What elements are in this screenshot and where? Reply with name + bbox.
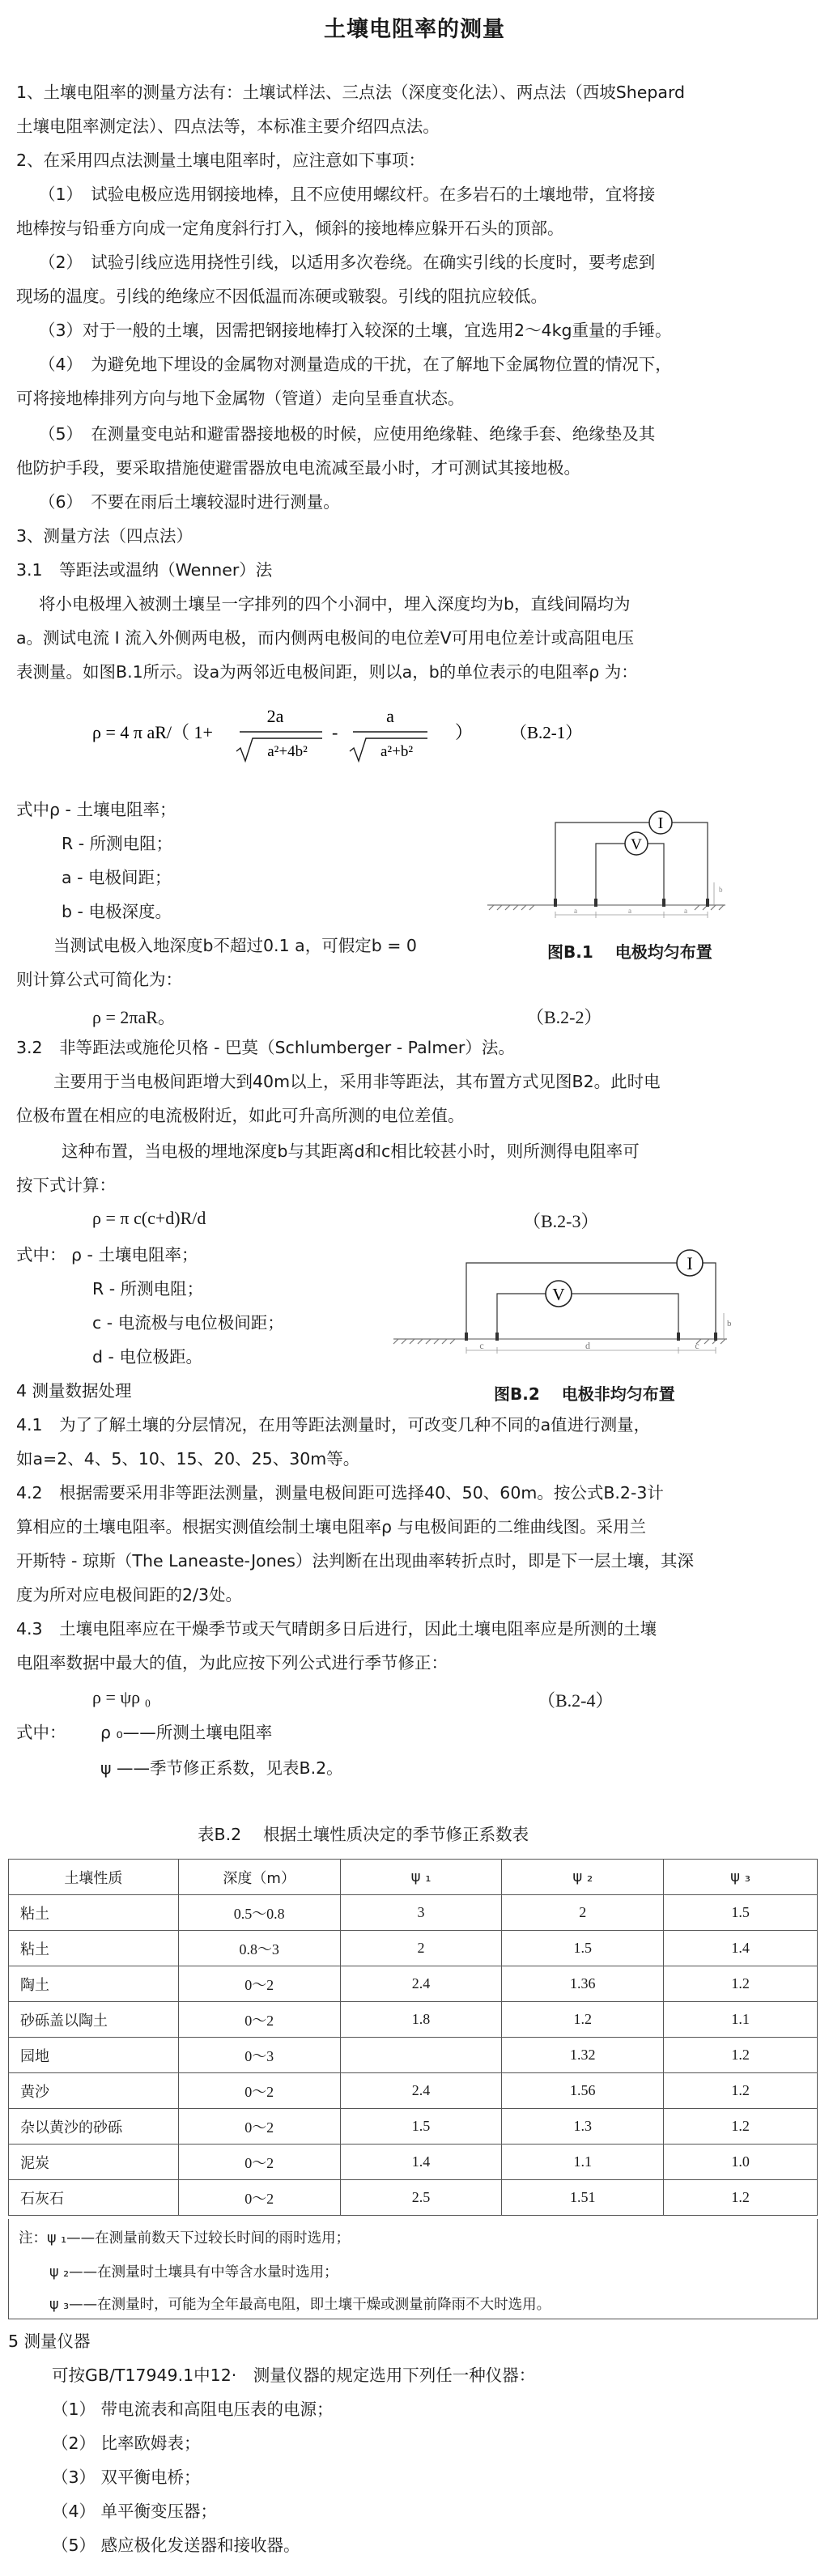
text-line: （2） 试验引线应选用挠性引线，以适用多次卷绕。在确实引线的长度时，要考虑到 [39, 253, 656, 272]
table-cell: 1.2 [664, 2109, 818, 2145]
header-psi1: ψ ₁ [340, 1860, 502, 1895]
ammeter-label: I [687, 1253, 693, 1273]
text-line: c - 电流极与电位极间距； [92, 1313, 284, 1333]
text-line: 这种布置，当电极的埋地深度b与其距离d和c相比较甚小时，则所测得电阻率可 [62, 1141, 640, 1161]
table-cell: 1.2 [664, 2180, 818, 2216]
text-line: 5 测量仪器 [8, 2332, 91, 2351]
text-line: 度为所对应电极间距的2/3处。 [16, 1585, 242, 1605]
fig1-dim-a3: a [684, 907, 687, 915]
table-cell: 1.5 [340, 2109, 502, 2145]
eq1-lhs: ρ = 4 π aR/（ 1+ [92, 722, 213, 742]
table-row [9, 1895, 818, 1931]
text-line: （6） 不要在雨后土壤较湿时进行测量。 [39, 492, 340, 512]
table-cell: 杂以黄沙的砂砾 [9, 2109, 179, 2145]
text-line: 则计算公式可简化为： [16, 970, 182, 989]
text-line: 3、测量方法（四点法） [16, 526, 193, 546]
header-psi2: ψ ₂ [502, 1860, 664, 1895]
table-cell: 1.1 [502, 2145, 664, 2180]
text-line: b - 电极深度。 [62, 902, 172, 921]
table-row [9, 2073, 818, 2109]
table-cell: 1.5 [502, 1931, 664, 1966]
table-cell: 2.4 [340, 1966, 502, 2002]
table-cell: 1.2 [502, 2002, 664, 2038]
figure-b2 [387, 1235, 743, 1365]
table-cell: 粘土 [9, 1895, 179, 1931]
table-cell: 1.51 [502, 2180, 664, 2216]
fig2-dim-b: b [727, 1319, 732, 1328]
table-row [9, 2109, 818, 2145]
text-line: （1） 带电流表和高阻电压表的电源； [52, 2400, 334, 2419]
text-line: ψ ——季节修正系数，见表B.2。 [100, 1758, 343, 1778]
text-line: 现场的温度。引线的绝缘应不因低温而冻硬或皲裂。引线的阻抗应较低。 [16, 287, 547, 306]
text-line: 开斯特 - 琼斯（The Laneaste-Jones）法判断在出现曲率转折点时，即是下一层土壤，其深 [16, 1551, 694, 1571]
table-cell: 0.5～0.8 [178, 1895, 340, 1931]
text-line: 主要用于当电极间距增大到40m以上，采用非等距法，其布置方式见图B2。此时电 [53, 1072, 661, 1091]
ammeter-label: I [657, 814, 664, 832]
table-row [9, 1931, 818, 1966]
text-line: 式中： ρ - 土壤电阻率； [16, 1245, 198, 1265]
fig1-dim-b: b [719, 886, 723, 894]
formula-text: （B.2-2） [526, 1007, 602, 1027]
text-line: R - 所测电阻； [92, 1279, 204, 1299]
table-cell [340, 2038, 502, 2073]
table-row [9, 2145, 818, 2180]
text-line: 土壤电阻率测定法）、四点法等，本标准主要介绍四点法。 [16, 117, 440, 136]
equation-b2-1 [81, 696, 599, 769]
table-cell: 1.2 [664, 2073, 818, 2109]
text-line: 可将接地棒排列方向与地下金属物（管道）走向呈垂直状态。 [16, 389, 465, 408]
voltmeter-label: V [552, 1285, 565, 1304]
figure-b1-caption: 图B.1 电极均匀布置 [547, 942, 712, 962]
text-line: 算相应的土壤电阻率。根据实测值绘制土壤电阻率ρ 与电极间距的二维曲线图。采用兰 [16, 1517, 647, 1537]
table-cell: 0～2 [178, 2109, 340, 2145]
table-cell: 0～2 [178, 2145, 340, 2180]
table-cell: 0～3 [178, 2038, 340, 2073]
ammeter-icon [677, 1250, 703, 1276]
formula-text: ρ = ψρ ₀ [92, 1687, 151, 1707]
table-cell: 1.36 [502, 1966, 664, 2002]
table-cell: 1.2 [664, 2038, 818, 2073]
table-body [9, 1895, 818, 2216]
text-line: （1） 试验电极应选用钢接地棒，且不应使用螺纹杆。在多岩石的土壤地带，宜将接 [39, 185, 656, 204]
text-line: 地棒按与铅垂方向成一定角度斜行打入，倾斜的接地棒应躲开石头的顶部。 [16, 219, 564, 238]
table-cell: 1.32 [502, 2038, 664, 2073]
table-cell: 1.1 [664, 2002, 818, 2038]
dimension-marks [555, 882, 714, 918]
ammeter-icon [649, 811, 672, 834]
text-line: 可按GB/T17949.1中12· 测量仪器的规定选用下列任一种仪器： [52, 2366, 536, 2385]
table-row [9, 2180, 818, 2216]
eq1-label: （B.2-1） [510, 723, 583, 742]
table-notes [8, 2219, 818, 2319]
text-line: 式中： [16, 1723, 66, 1742]
eq1-denominator-2: a²+b² [380, 743, 414, 760]
text-line: （3）对于一般的土壤，因需把钢接地棒打入较深的土壤，宜选用2～4kg重量的手锤。 [39, 321, 672, 340]
table-cell: 1.56 [502, 2073, 664, 2109]
table-cell: 园地 [9, 2038, 179, 2073]
table-row [9, 1966, 818, 2002]
eq1-denominator-1: a²+4b² [267, 743, 308, 760]
table-cell: 2.5 [340, 2180, 502, 2216]
table-cell: 2 [502, 1895, 664, 1931]
table-cell: 3 [340, 1895, 502, 1931]
dimension-marks [466, 1313, 724, 1354]
table-cell: 1.8 [340, 2002, 502, 2038]
text-line: 4.3 土壤电阻率应在干燥季节或天气晴朗多日后进行，因此土壤电阻率应是所测的土壤 [16, 1619, 657, 1639]
eq1-right-paren: ） [455, 722, 474, 742]
seasonal-coefficient-table [8, 1859, 818, 2216]
table-cell: 1.4 [340, 2145, 502, 2180]
text-line: 式中ρ - 土壤电阻率； [16, 800, 176, 819]
voltmeter-label: V [631, 836, 642, 853]
text-line: 4 测量数据处理 [16, 1381, 132, 1401]
text-line: 1、土壤电阻率的测量方法有：土壤试样法、三点法（深度变化法）、两点法（西坡Shepard [16, 83, 686, 102]
table-cell: 石灰石 [9, 2180, 179, 2216]
table-cell: 2.4 [340, 2073, 502, 2109]
text-line: （4） 为避免地下埋设的金属物对测量造成的干扰，在了解地下金属物位置的情况下， [39, 355, 672, 374]
eq1-numerator-1: 2a [266, 706, 284, 726]
ground-hatch [487, 905, 725, 910]
voltmeter-icon [625, 832, 648, 855]
table-cell: 1.4 [664, 1931, 818, 1966]
text-line: 3.1 等距法或温纳（Wenner）法 [16, 560, 273, 580]
text-line: a - 电极间距； [62, 868, 172, 887]
table-cell: 黄沙 [9, 2073, 179, 2109]
text-line: 位极布置在相应的电流极附近，如此可升高所测的电位差值。 [16, 1106, 465, 1125]
table-cell: 陶土 [9, 1966, 179, 2002]
text-line: a。测试电流 I 流入外侧两电极，而内侧两电极间的电位差V可用电位差计或高阻电压 [16, 628, 635, 648]
text-line: （5） 感应极化发送器和接收器。 [52, 2536, 300, 2555]
table-cell: 0.8～3 [178, 1931, 340, 1966]
table-cell: 粘土 [9, 1931, 179, 1966]
table-cell: 砂砾盖以陶土 [9, 2002, 179, 2038]
eq1-numerator-2: a [386, 706, 394, 726]
text-line: （2） 比率欧姆表； [52, 2434, 201, 2453]
text-line: d - 电位极距。 [92, 1347, 202, 1367]
header-psi3: ψ ₃ [664, 1860, 818, 1895]
formula-text: ρ = 2πaR。 [92, 1007, 176, 1027]
table-cell: 泥炭 [9, 2145, 179, 2180]
formula-text: ρ = π c(c+d)R/d [92, 1208, 206, 1228]
text-line: 电阻率数据中最大的值，为此应按下列公式进行季节修正： [16, 1653, 448, 1673]
wires [466, 1263, 716, 1339]
table-cell: 0～2 [178, 2180, 340, 2216]
text-line: 他防护手段，要采取措施使避雷器放电电流减至最小时，才可测试其接地极。 [16, 458, 580, 478]
text-line: 如a=2、4、5、10、15、20、25、30m等。 [16, 1449, 360, 1469]
text-line: 4.2 根据需要采用非等距法测量，测量电极间距可选择40、50、60m。按公式B.2-3计 [16, 1483, 664, 1503]
text-line: R - 所测电阻； [62, 834, 173, 853]
eq1-minus: - [332, 722, 338, 742]
table-row [9, 2002, 818, 2038]
table-header-row [9, 1860, 818, 1895]
table-row [9, 2038, 818, 2073]
table-cell: 1.5 [664, 1895, 818, 1931]
header-depth: 深度（m） [178, 1860, 340, 1895]
formula-text: （B.2-4） [538, 1690, 614, 1711]
document-title: 土壤电阻率的测量 [324, 17, 505, 42]
header-soil: 土壤性质 [9, 1860, 179, 1895]
fig2-dim-d: d [585, 1340, 590, 1351]
text-line: （3） 双平衡电桥； [52, 2468, 201, 2487]
table-cell: 2 [340, 1931, 502, 1966]
text-line: （4） 单平衡变压器； [52, 2502, 218, 2521]
table-cell: 0～2 [178, 2073, 340, 2109]
table-cell: 0～2 [178, 2002, 340, 2038]
text-line: 当测试电极入地深度b不超过0.1 a，可假定b = 0 [53, 936, 417, 955]
text-line: 3.2 非等距法或施伦贝格 - 巴莫（Schlumberger - Palmer）法。 [16, 1038, 515, 1057]
table-title: 表B.2 根据土壤性质决定的季节修正系数表 [198, 1825, 529, 1844]
fig2-dim-c1: c [479, 1340, 484, 1351]
text-line: 4.1 为了了解土壤的分层情况，在用等距法测量时，可改变几种不同的a值进行测量， [16, 1415, 651, 1435]
table-note-2: ψ ₂——在测量时土壤具有中等含水量时选用； [49, 2264, 338, 2281]
figure-b1 [483, 801, 742, 923]
fig2-dim-c2: c [695, 1340, 699, 1351]
text-line: 将小电极埋入被测土壤呈一字排列的四个小洞中，埋入深度均为b，直线间隔均为 [39, 594, 631, 614]
text-line: （5） 在测量变电站和避雷器接地极的时候，应使用绝缘鞋、绝缘手套、绝缘垫及其 [39, 424, 656, 444]
text-line: ρ ₀——所测土壤电阻率 [100, 1723, 273, 1742]
table-cell: 1.0 [664, 2145, 818, 2180]
table-cell: 1.3 [502, 2109, 664, 2145]
text-line: 按下式计算： [16, 1175, 116, 1195]
table-note-1: 注：ψ ₁——在测量前数天下过较长时间的雨时选用； [19, 2230, 351, 2247]
table-note-3: ψ ₃——在测量时，可能为全年最高电阻，即土壤干燥或测量前降雨不大时选用。 [49, 2297, 551, 2313]
text-line: 2、在采用四点法测量土壤电阻率时，应注意如下事项： [16, 151, 426, 170]
fig1-dim-a2: a [628, 907, 631, 915]
formula-text: （B.2-3） [523, 1211, 599, 1231]
table-cell: 1.2 [664, 1966, 818, 2002]
fig1-dim-a1: a [574, 907, 577, 915]
figure-b2-caption: 图B.2 电极非均匀布置 [494, 1384, 675, 1404]
table-cell: 0～2 [178, 1966, 340, 2002]
voltmeter-icon [546, 1281, 572, 1307]
text-line: 表测量。如图B.1所示。设a为两邻近电极间距，则以a，b的单位表示的电阻率ρ 为： [16, 662, 638, 682]
